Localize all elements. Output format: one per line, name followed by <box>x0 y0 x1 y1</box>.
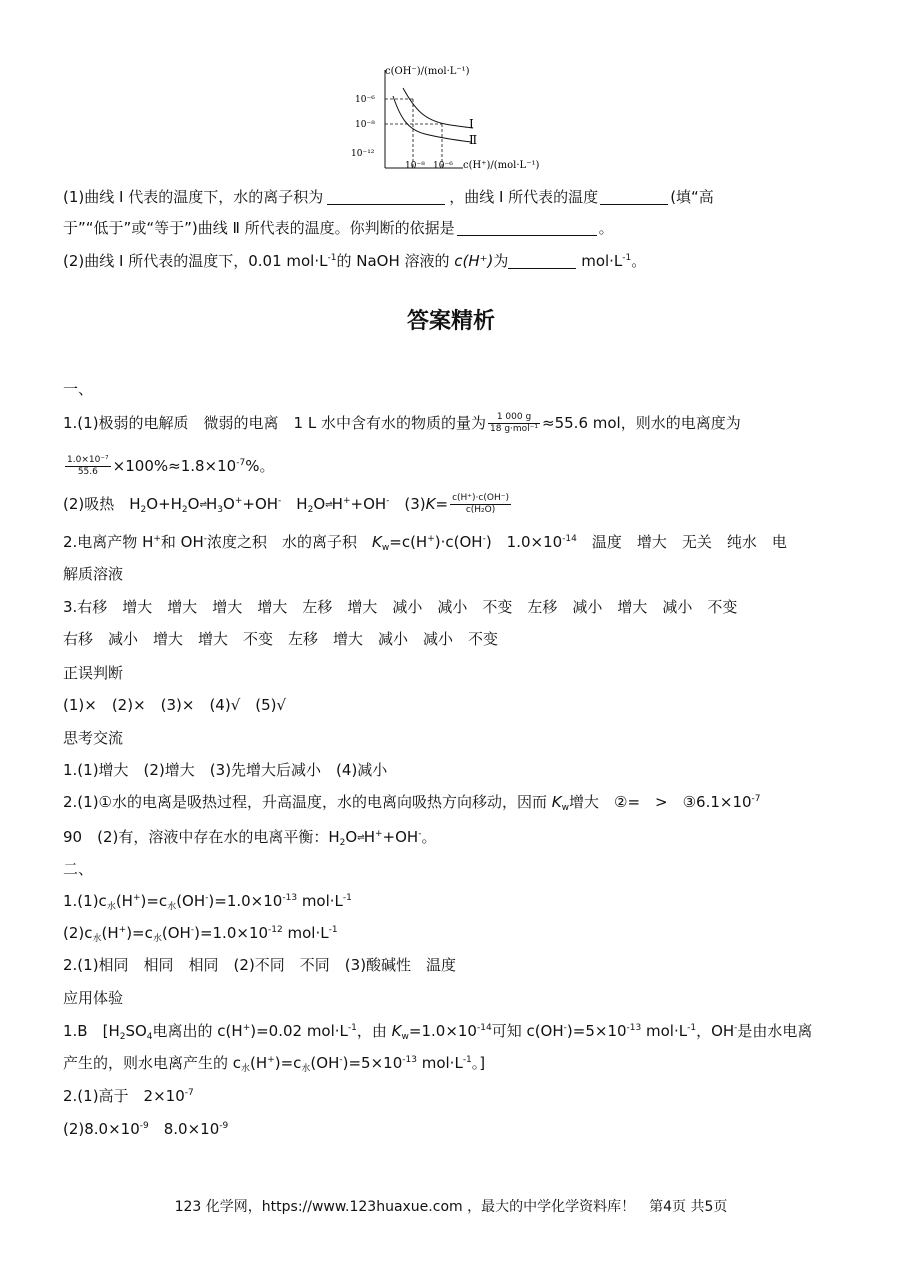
answer-1-1: 1.(1)极弱的电解质 微弱的电离 1 L 水中含有水的物质的量为 $\frac{1 000 g}{\text{18 g·mol⁻¹}}$ ≈55.6 mol，则水的电离度为 <box>63 412 741 434</box>
think-2-cont: 90 (2)有，溶液中存在水的电离平衡：$H_2O\rightleftharpoons H^++OH^-$。 <box>63 828 437 848</box>
x-tick: 10⁻⁶ <box>433 161 453 171</box>
think-2: 2.(1)①水的电离是吸热过程，升高温度，水的电离向吸热方向移动，因而 $K_w$增大 ②= > $③6.1\times 10^{-7}$ <box>63 793 761 813</box>
judge-answers: (1)× (2)× (3)× (4)√ (5)√ <box>63 696 287 714</box>
question-1-line-1: (1)曲线 Ⅰ 代表的温度下，水的离子积为 ，曲线 Ⅰ 所代表的温度 (填“高 <box>63 188 714 206</box>
curve-2 <box>403 88 473 128</box>
think-1: 1.(1)增大 (2)增大 (3)先增大后减小 (4)减小 <box>63 761 388 779</box>
y-axis-label: c(OH⁻)/(mol·L⁻¹) <box>385 66 470 77</box>
curve-1 <box>393 96 471 142</box>
answer-3-line-1: 3.右移 增大 增大 增大 增大 左移 增大 减小 减小 不变 左移 减小 增大 减小 不变 <box>63 598 738 616</box>
answer-1-2: (2)吸热 $H_2O+H_2O\rightleftharpoons H_3O^++OH^-$ $H_2O\rightleftharpoons H^++OH^-$ (3)K= $\frac{c(H^+)\cdot c(OH^-)}{\text{c(H₂O)}}$ <box>63 493 509 515</box>
page-footer: 123 化学网，https://www.123huaxue.com ，最大的中学化学资料库！ 第4页 共5页 <box>174 1199 728 1215</box>
question-2: (2)曲线 Ⅰ 所代表的温度下，0.01 $mol\cdot L^{-1}$的 NaOH 溶液的 c(H⁺)为 $mol\cdot L^{-1}$。 <box>63 252 647 270</box>
answer-title: 答案精析 <box>406 309 495 334</box>
section-1-heading: 一、 <box>63 380 94 398</box>
apply-2-2: $(2)8.0\times 10^{-9}$ $8.0\times 10^{-9}$ <box>63 1120 229 1138</box>
y-tick: 10⁻¹² <box>351 149 375 159</box>
apply-1: 1.B [$H_2SO_4$电离出的 c(H+)=0.02 $mol\cdot L^{-1}$，由 $K_w=1.0\times 10^{-14}$可知 $c(OH^-)=5\times 10^{-13}$ $mol\cdot L^{-1}$，OH-是由水电离 <box>63 1022 813 1042</box>
heading-judge: 正误判断 <box>63 664 124 682</box>
x-axis-label: c(H⁺)/(mol·L⁻¹) <box>463 160 540 171</box>
x-tick: 10⁻⁸ <box>405 161 425 171</box>
section-2-heading: 二、 <box>63 860 94 878</box>
answer-b-1-2: $(2)c_水(H^+)=c_水(OH^-)=1.0\times 10^{-12}$ $mol\cdot L^{-1}$ <box>63 924 338 944</box>
answer-3-line-2: 右移 减小 增大 增大 不变 左移 增大 减小 减小 不变 <box>63 630 499 648</box>
apply-2-1: 2.(1)高于 $2\times 10^{-7}$ <box>63 1087 194 1105</box>
answer-b-1-1: $1.(1)c_水(H^+)=c_水(OH^-)=1.0\times 10^{-13}$ $mol\cdot L^{-1}$ <box>63 892 352 912</box>
answer-2-cont: 解质溶液 <box>63 565 124 583</box>
apply-1-cont: 产生的，则水电离产生的 $c_水(H^+)=c_水(OH^-)=5\times 10^{-13}$ $mol\cdot L^{-1}$。] <box>63 1054 486 1074</box>
curve-label-1: Ⅰ <box>469 117 474 131</box>
answer-1-1-cont: $\frac{\text{1.0×10⁻⁷}}{55.6}$ $\times 100\%\approx 1.8\times 10^{-7}\%$。 <box>67 455 275 477</box>
ion-product-graph <box>345 58 555 176</box>
y-tick: 10⁻⁸ <box>355 120 375 130</box>
y-tick: 10⁻⁶ <box>355 95 375 105</box>
question-1-line-2: 于”“低于”或“等于”)曲线 Ⅱ 所代表的温度。你判断的依据是 。 <box>63 219 614 237</box>
heading-apply: 应用体验 <box>63 989 124 1007</box>
answer-b-2: 2.(1)相同 相同 相同 (2)不同 不同 (3)酸碱性 温度 <box>63 956 457 974</box>
answer-2: 2.电离产物 H+和 OH-浓度之积 水的离子积 $K_w=c(H^+)\cdot c(OH^-)$ $1.0\times 10^{-14}$ 温度 增大 无关 纯水 电 <box>63 533 787 553</box>
heading-think: 思考交流 <box>63 729 124 747</box>
curve-label-2: Ⅱ <box>469 133 478 147</box>
